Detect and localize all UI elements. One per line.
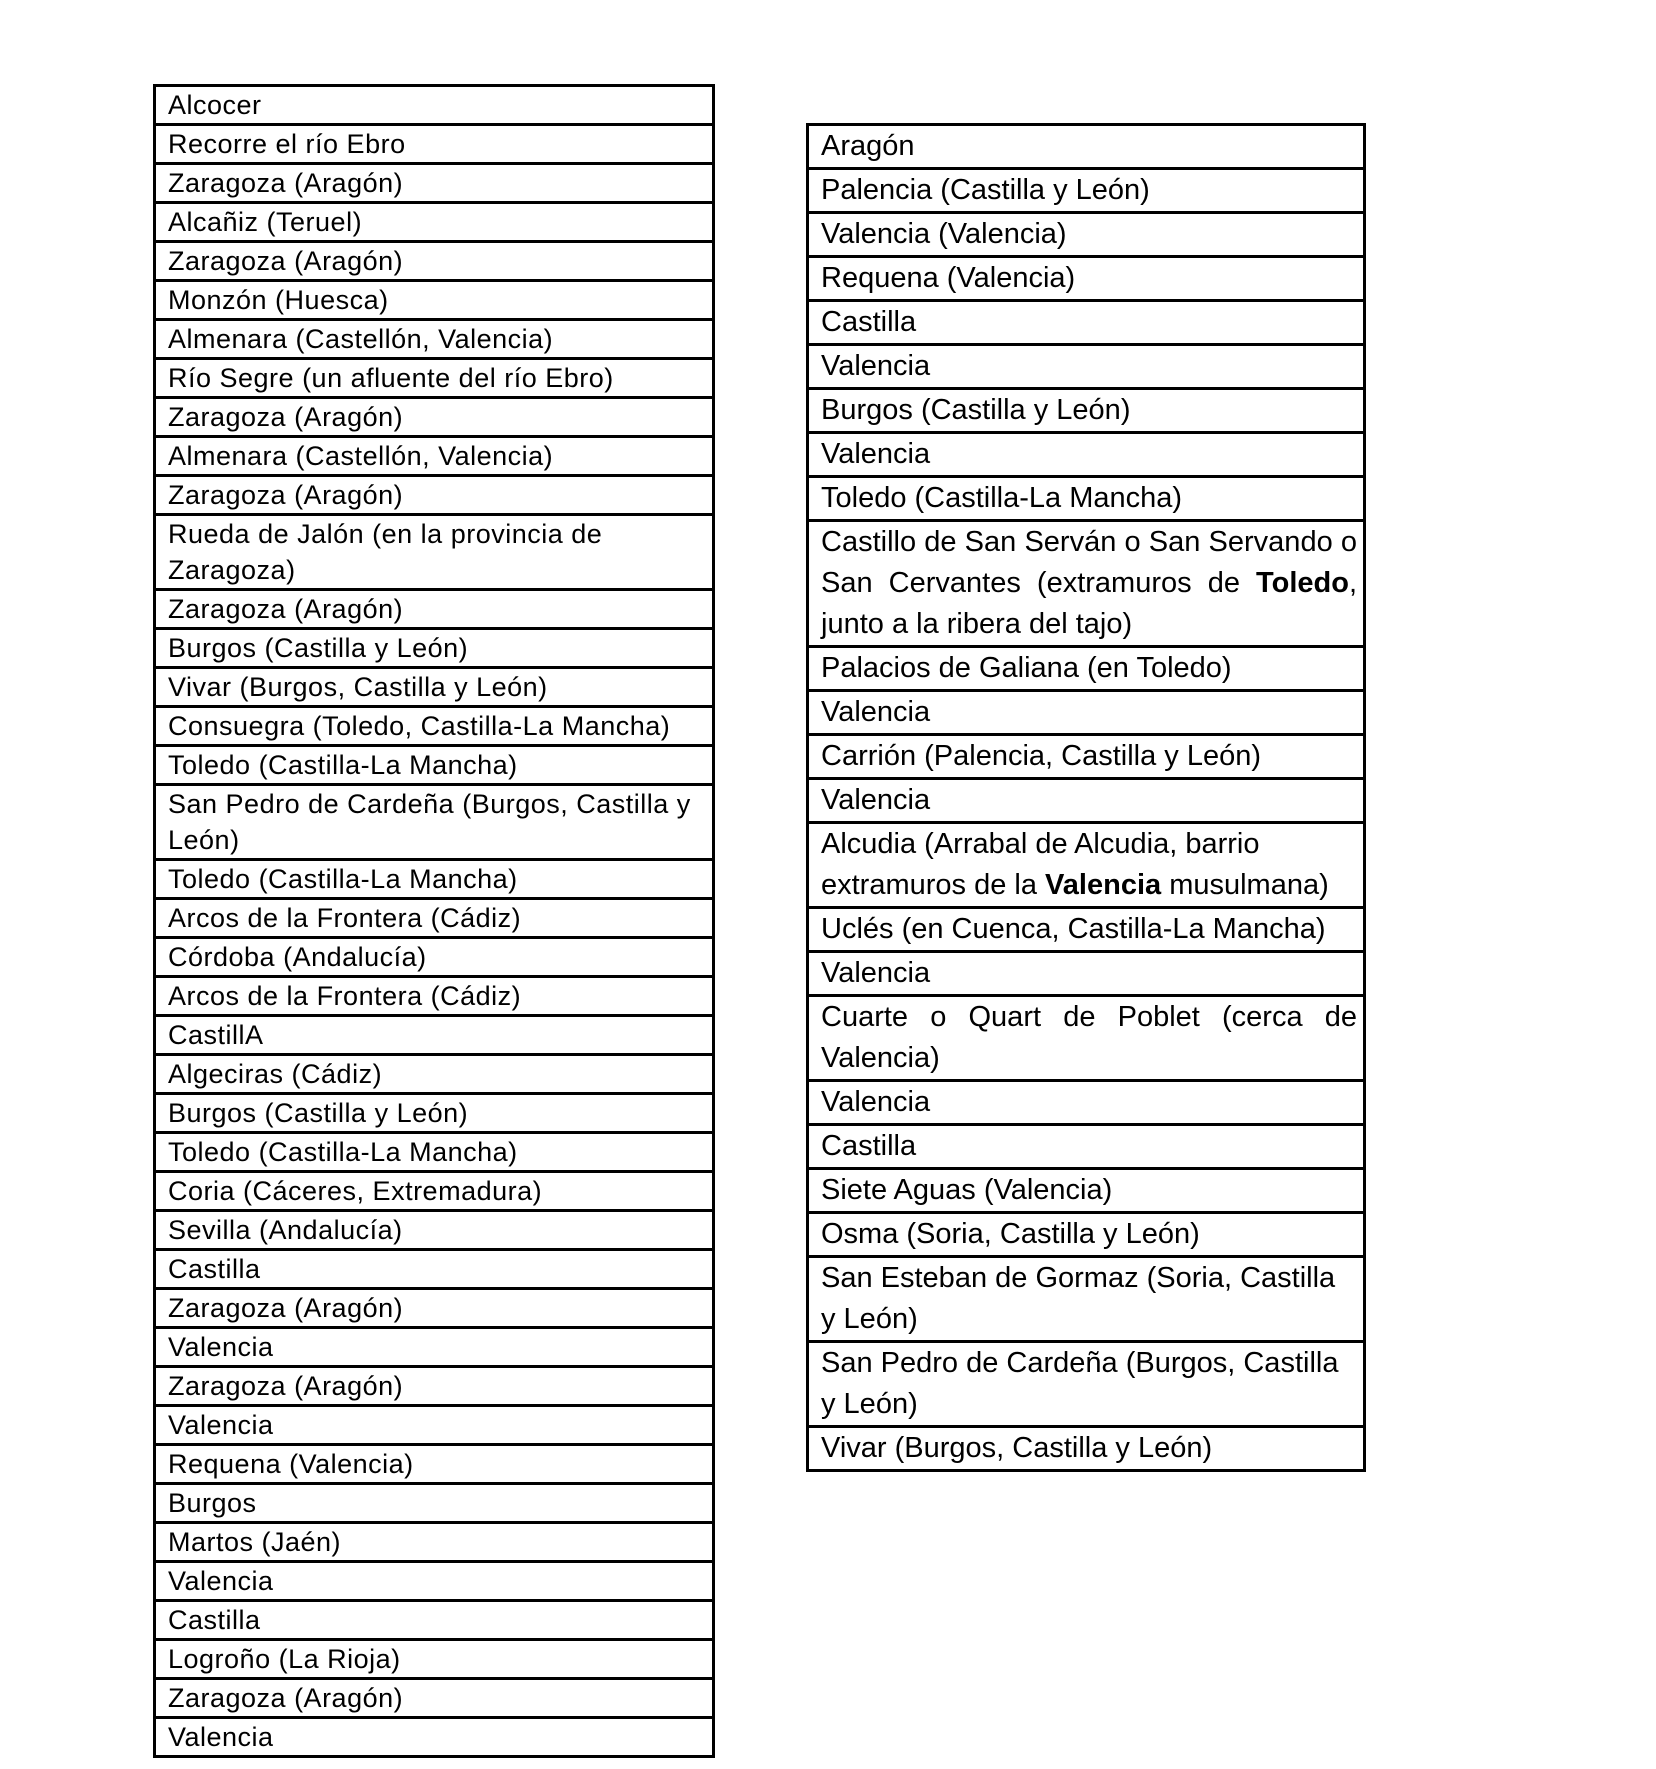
table-row: Toledo (Castilla-La Mancha) [156,744,712,783]
table-row: Valencia [809,343,1363,387]
table-row: Monzón (Huesca) [156,279,712,318]
table-row: Zaragoza (Aragón) [156,588,712,627]
table-row: CastillA [156,1014,712,1053]
table-row: Córdoba (Andalucía) [156,936,712,975]
table-row: Palacios de Galiana (en Toledo) [809,645,1363,689]
table-row: Vivar (Burgos, Castilla y León) [809,1425,1363,1469]
table-row: Algeciras (Cádiz) [156,1053,712,1092]
table-row: Valencia (Valencia) [809,211,1363,255]
table-row: Arcos de la Frontera (Cádiz) [156,975,712,1014]
table-row: Valencia [809,777,1363,821]
table-row: Toledo (Castilla-La Mancha) [156,1131,712,1170]
bold-text: Toledo [1256,567,1349,599]
table-row: Osma (Soria, Castilla y León) [809,1211,1363,1255]
table-row: Rueda de Jalón (en la provincia de Zaragoza) [156,513,712,588]
table-row: Alcocer [168,90,262,120]
table-row: Arcos de la Frontera (Cádiz) [156,897,712,936]
table-row: Siete Aguas (Valencia) [809,1167,1363,1211]
table-row: Palencia (Castilla y León) [809,167,1363,211]
table-row: Requena (Valencia) [809,255,1363,299]
table-row: Alcañiz (Teruel) [156,201,712,240]
table-row: Castilla [809,299,1363,343]
text-segment: musulmana) [1161,869,1329,901]
table-row: Consuegra (Toledo, Castilla-La Mancha) [156,705,712,744]
table-row: Recorre el río Ebro [156,123,712,162]
table-row [809,519,1363,645]
text-segment: Alcudia (Arrabal de Alcudia, barrio extramuros de la [821,828,1260,901]
table-row: Burgos (Castilla y León) [156,627,712,666]
table-row: Zaragoza (Aragón) [156,1365,712,1404]
table-row: Requena (Valencia) [156,1443,712,1482]
table-row: Coria (Cáceres, Extremadura) [156,1170,712,1209]
bold-text: Valencia [1045,869,1162,901]
table-row: Zaragoza (Aragón) [156,474,712,513]
table-row: Castilla [156,1248,712,1287]
table-row: Castilla [156,1599,712,1638]
left-table [153,84,715,1758]
table-row: Burgos (Castilla y León) [809,387,1363,431]
table-row: Valencia [809,950,1363,994]
table-row: Almenara (Castellón, Valencia) [156,435,712,474]
table-row: Uclés (en Cuenca, Castilla-La Mancha) [809,906,1363,950]
table-row: Sevilla (Andalucía) [156,1209,712,1248]
table-row: Castilla [809,1123,1363,1167]
table-row: Zaragoza (Aragón) [156,396,712,435]
table-row: Vivar (Burgos, Castilla y León) [156,666,712,705]
table-row: San Pedro de Cardeña (Burgos, Castilla y León) [809,1340,1363,1425]
table-row: Burgos (Castilla y León) [156,1092,712,1131]
table-row: Logroño (La Rioja) [156,1638,712,1677]
table-row: Valencia [809,689,1363,733]
table-row: Río Segre (un afluente del río Ebro) [156,357,712,396]
table-row: San Pedro de Cardeña (Burgos, Castilla y León) [156,783,712,858]
table-row: Zaragoza (Aragón) [156,1677,712,1716]
table-row: Toledo (Castilla-La Mancha) [809,475,1363,519]
table-row: Almenara (Castellón, Valencia) [156,318,712,357]
table-row: Burgos [156,1482,712,1521]
table-row: Martos (Jaén) [156,1521,712,1560]
table-row: Valencia [809,1079,1363,1123]
table-row: Valencia [156,1560,712,1599]
table-row: Cuarte o Quart de Poblet (cerca de Valencia) [809,994,1363,1079]
table-row: Zaragoza (Aragón) [156,240,712,279]
text-segment: , junto a la ribera del tajo) [821,567,1357,640]
table-row: Valencia [156,1404,712,1443]
table-row: Zaragoza (Aragón) [156,162,712,201]
right-table [806,123,1366,1472]
table-row: Zaragoza (Aragón) [156,1287,712,1326]
table-row: Aragón [821,130,915,162]
table-row [809,821,1363,906]
table-row: Valencia [156,1326,712,1365]
table-row: Valencia [156,1716,712,1755]
table-row: Toledo (Castilla-La Mancha) [156,858,712,897]
table-row: San Esteban de Gormaz (Soria, Castilla y León) [809,1255,1363,1340]
table-row: Valencia [809,431,1363,475]
table-row: Carrión (Palencia, Castilla y León) [809,733,1363,777]
text-segment: Castillo de San Serván o San Servando o San Cervantes (extramuros de [821,526,1357,599]
